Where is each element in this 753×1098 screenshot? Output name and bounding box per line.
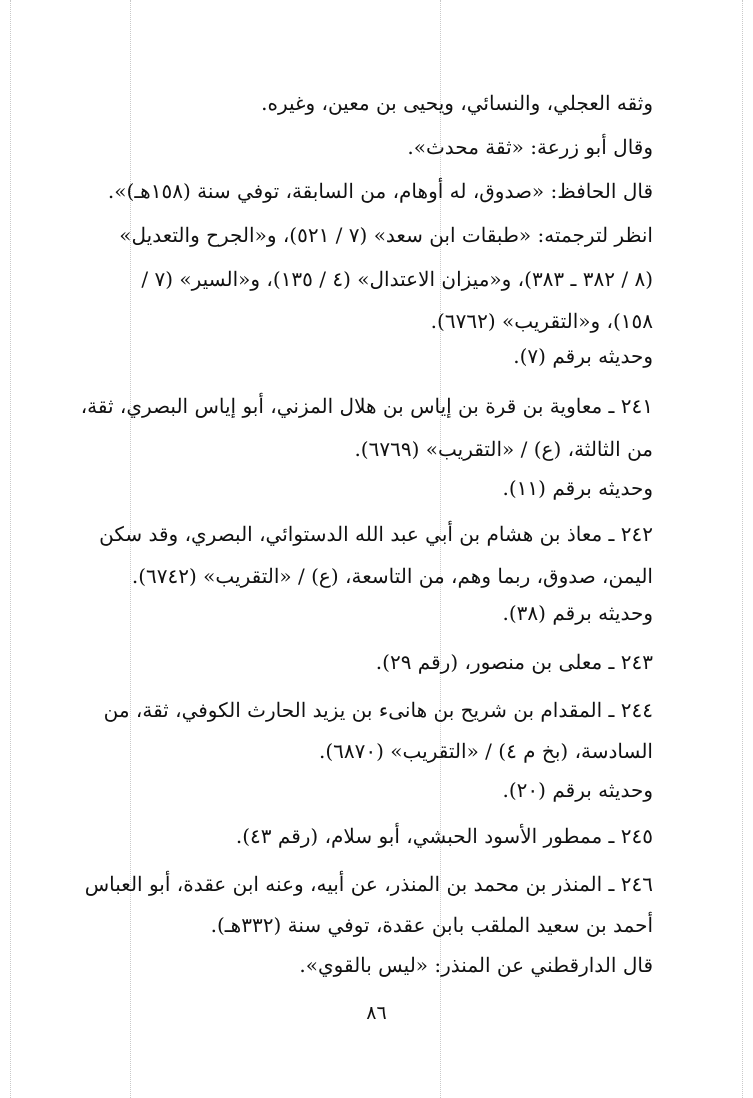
text-line: انظر لترجمته: «طبقات ابن سعد» (٧ / ٥٢١)، و«الجرح والتعديل» bbox=[119, 223, 653, 247]
text-line: أحمد بن سعيد الملقب بابن عقدة، توفي سنة (٣٣٢هـ). bbox=[210, 913, 653, 937]
text-line: وحديثه برقم (١١). bbox=[502, 476, 653, 500]
text-line: وحديثه برقم (٣٨). bbox=[502, 601, 653, 625]
text-line: اليمن، صدوق، ربما وهم، من التاسعة، (ع) / «التقريب» (٦٧٤٢). bbox=[131, 564, 653, 588]
entry-241-line: ٢٤١ ـ معاوية بن قرة بن إياس بن هلال المزني، أبو إياس البصري، ثقة، bbox=[80, 394, 653, 418]
entry-245-line: ٢٤٥ ـ ممطور الأسود الحبشي، أبو سلام، (رقم ٤٣). bbox=[235, 824, 653, 848]
text-line: وثقه العجلي، والنسائي، ويحيى بن معين، وغيره. bbox=[261, 91, 653, 115]
text-line: وحديثه برقم (٧). bbox=[513, 344, 653, 368]
text-line: ١٥٨)، و«التقريب» (٦٧٦٢). bbox=[430, 309, 653, 333]
text-line: وحديثه برقم (٢٠). bbox=[502, 778, 653, 802]
entry-242-line: ٢٤٢ ـ معاذ بن هشام بن أبي عبد الله الدستوائي، البصري، وقد سكن bbox=[99, 522, 653, 546]
text-line: وقال أبو زرعة: «ثقة محدث». bbox=[407, 135, 653, 159]
entry-244-line: ٢٤٤ ـ المقدام بن شريح بن هانىء بن يزيد الحارث الكوفي، ثقة، من bbox=[103, 698, 653, 722]
text-line: قال الحافظ: «صدوق، له أوهام، من السابقة، توفي سنة (١٥٨هـ)». bbox=[107, 179, 653, 203]
page-number: ٨٦ bbox=[366, 1002, 387, 1024]
entry-243-line: ٢٤٣ ـ معلى بن منصور، (رقم ٢٩). bbox=[375, 650, 653, 674]
text-line: قال الدارقطني عن المنذر: «ليس بالقوي». bbox=[299, 953, 653, 977]
text-line: (٨ / ٣٨٢ ـ ٣٨٣)، و«ميزان الاعتدال» (٤ / ١٣٥)، و«السير» (٧ / bbox=[141, 267, 653, 291]
scan-guide-line bbox=[742, 0, 743, 1098]
text-line: من الثالثة، (ع) / «التقريب» (٦٧٦٩). bbox=[354, 437, 653, 461]
scan-guide-line bbox=[130, 0, 131, 1098]
entry-246-line: ٢٤٦ ـ المنذر بن محمد بن المنذر، عن أبيه، وعنه ابن عقدة، أبو العباس bbox=[84, 872, 653, 896]
scan-guide-line bbox=[10, 0, 11, 1098]
text-line: السادسة، (بخ م ٤) / «التقريب» (٦٨٧٠). bbox=[319, 739, 653, 763]
